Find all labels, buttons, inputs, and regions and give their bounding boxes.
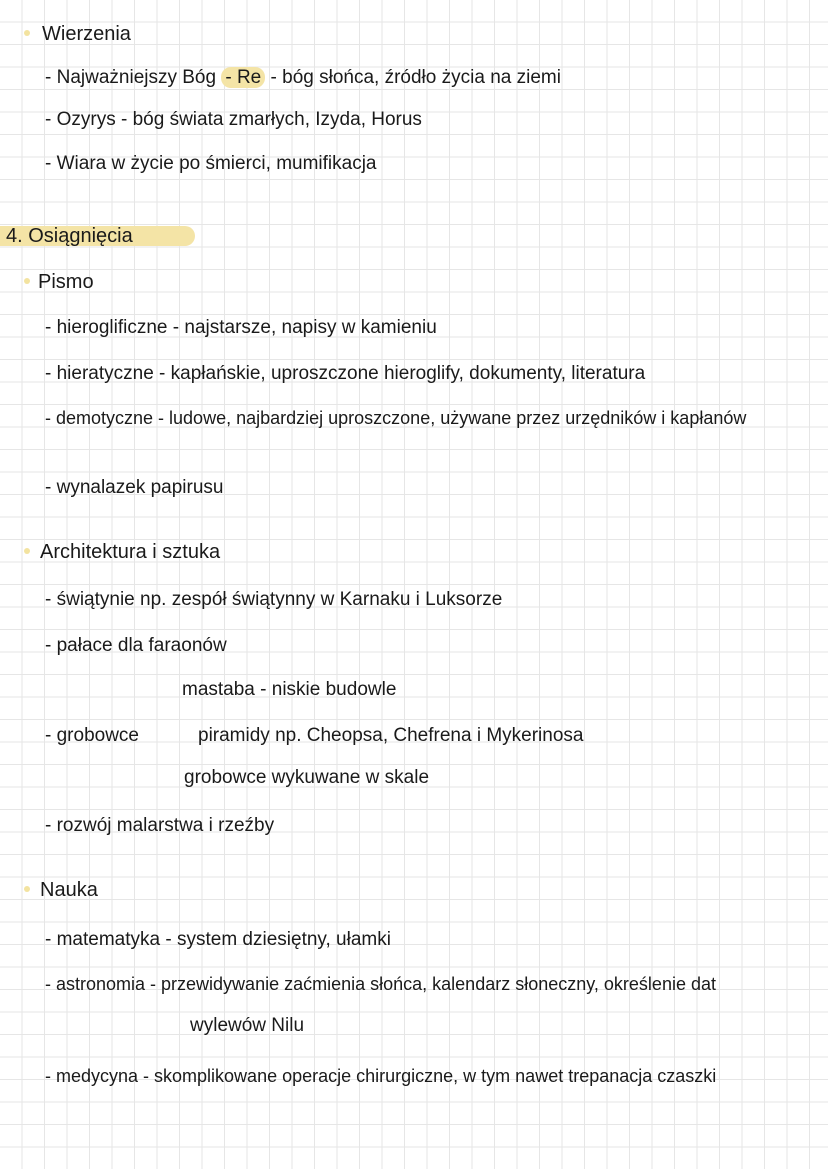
text: - Najważniejszy Bóg (45, 67, 222, 88)
writing-heading: Pismo (38, 271, 94, 293)
science-item: wylewów Nilu (190, 1015, 305, 1036)
architecture-item: grobowce wykuwane w skale (184, 767, 430, 788)
bullet-dot (24, 548, 30, 554)
bullet-dot (24, 30, 30, 36)
writing-item: - hieroglificzne - najstarsze, napisy w kamieniu (45, 317, 437, 338)
architecture-item: - świątynie np. zespół świątynny w Karnaku i Luksorze (45, 589, 503, 610)
beliefs-item: - Ozyrys - bóg świata zmarłych, Izyda, Horus (45, 109, 422, 130)
science-item: - medycyna - skomplikowane operacje chirurgiczne, w tym nawet trepanacja czaszki (45, 1066, 717, 1086)
science-item: - astronomia - przewidywanie zaćmienia słońca, kalendarz słoneczny, określenie dat (45, 974, 716, 994)
architecture-heading: Architektura i sztuka (40, 541, 221, 563)
beliefs-heading: Wierzenia (42, 23, 131, 45)
architecture-item: piramidy np. Cheopsa, Chefrena i Mykerinosa (198, 725, 584, 746)
writing-item: - wynalazek papirusu (45, 477, 224, 498)
bullet-dot (24, 278, 30, 284)
text: - bóg słońca, źródło życia na ziemi (265, 67, 561, 88)
highlight-re: - Re (221, 67, 265, 88)
beliefs-item: - Wiara w życie po śmierci, mumifikacja (45, 153, 377, 174)
section-title: 4. Osiągnięcia (6, 225, 133, 247)
architecture-item: - pałace dla faraonów (45, 635, 227, 656)
architecture-item: - rozwój malarstwa i rzeźby (45, 815, 275, 836)
science-item: - matematyka - system dziesiętny, ułamki (45, 929, 391, 950)
beliefs-item (45, 66, 561, 90)
architecture-item: - grobowce (45, 725, 139, 746)
bullet-dot (24, 886, 30, 892)
science-heading: Nauka (40, 879, 98, 901)
architecture-item: mastaba - niskie budowle (182, 679, 397, 700)
writing-item: - demotyczne - ludowe, najbardziej uproszczone, używane przez urzędników i kapłanów (45, 408, 747, 428)
writing-item: - hieratyczne - kapłańskie, uproszczone hieroglify, dokumenty, literatura (45, 363, 646, 384)
